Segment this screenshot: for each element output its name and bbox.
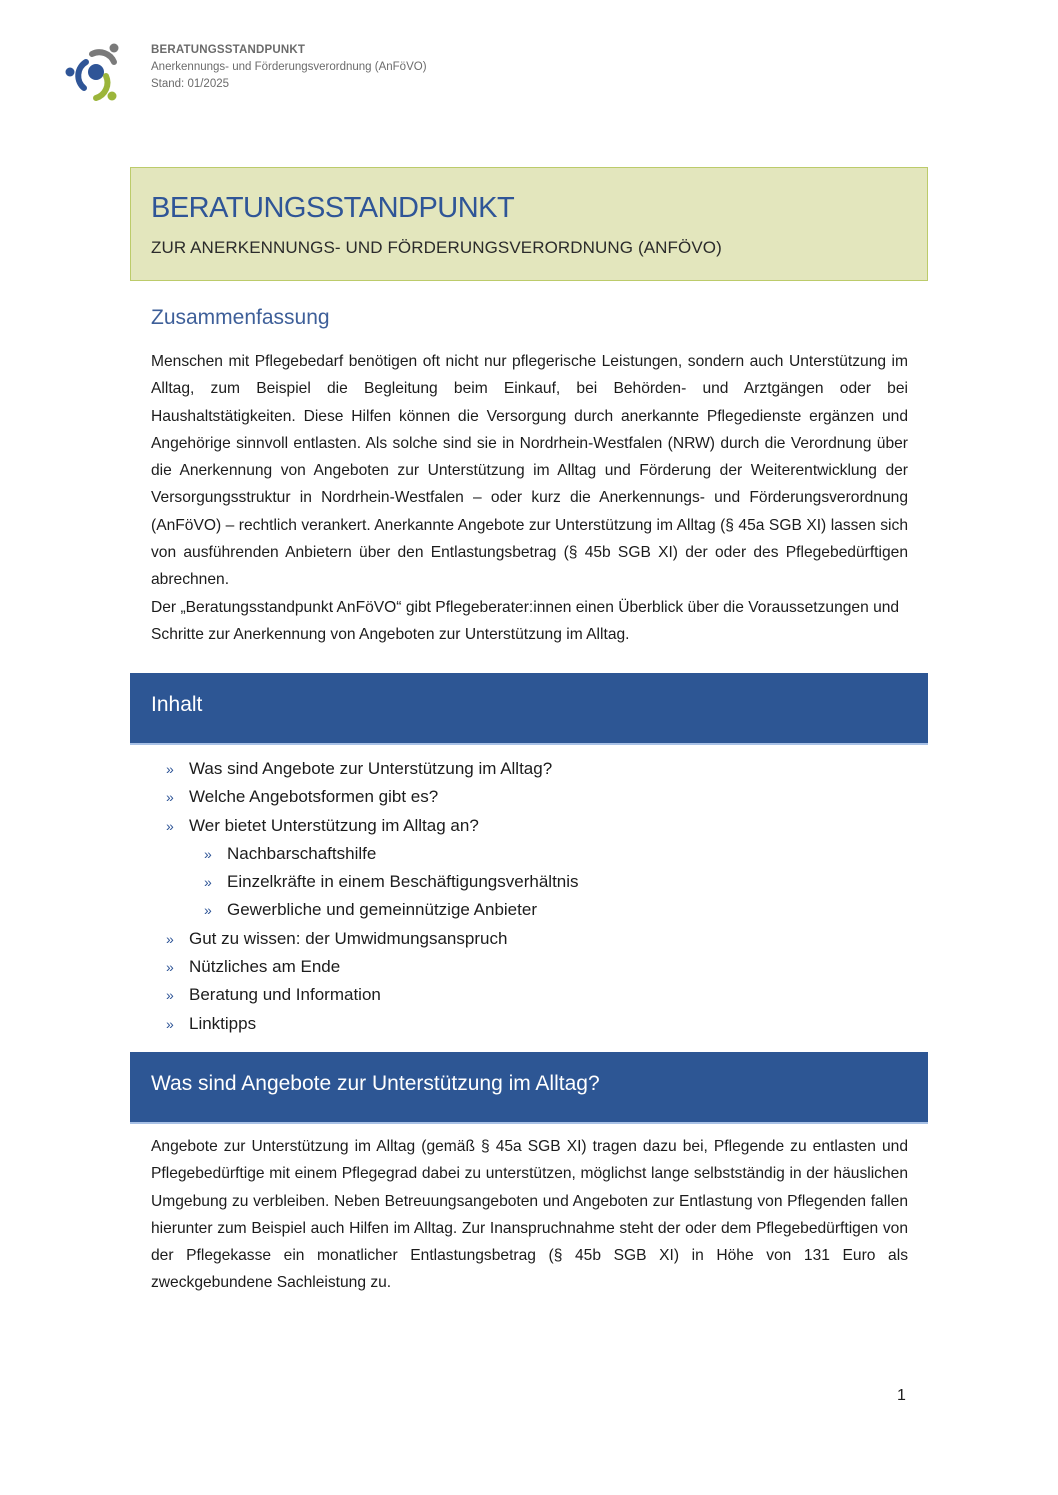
double-chevron-icon: »	[166, 789, 174, 806]
double-chevron-icon: »	[204, 845, 212, 862]
organization-logo-icon	[62, 40, 124, 102]
summary-paragraph-2: Der „Beratungsstandpunkt AnFöVO“ gibt Pflegeberater:innen einen Überblick über die Voraussetzungen und Schritte zur Anerkennung von Angeboten zur Unterstützung im Alltag.	[151, 598, 900, 643]
double-chevron-icon: »	[166, 1015, 174, 1032]
toc-item-label[interactable]: Nachbarschaftshilfe	[227, 843, 377, 863]
toc-subitem[interactable]	[166, 868, 866, 896]
header-stand-date: Stand: 01/2025	[151, 78, 230, 90]
double-chevron-icon: »	[166, 817, 174, 834]
header-title: BERATUNGSSTANDPUNKT	[151, 44, 306, 56]
toc-item-label[interactable]: Einzelkräfte in einem Beschäftigungsverhältnis	[227, 872, 579, 892]
section-heading: Was sind Angebote zur Unterstützung im Alltag?	[151, 1072, 600, 1095]
toc-item[interactable]	[166, 755, 866, 783]
toc-item-label[interactable]: Wer bietet Unterstützung im Alltag an?	[189, 815, 479, 835]
contents-heading: Inhalt	[151, 693, 203, 716]
toc-item-label[interactable]: Welche Angebotsformen gibt es?	[189, 787, 439, 807]
summary-text	[151, 348, 908, 648]
toc-item[interactable]	[166, 953, 866, 981]
toc-item-label[interactable]: Linktipps	[189, 1013, 257, 1033]
table-of-contents	[166, 755, 866, 1038]
double-chevron-icon: »	[166, 930, 174, 947]
title-box	[130, 167, 928, 281]
document-subtitle: ZUR ANERKENNUNGS- UND FÖRDERUNGSVERORDNUNG (ANFÖVO)	[151, 238, 722, 257]
double-chevron-icon: »	[204, 874, 212, 891]
double-chevron-icon: »	[166, 987, 174, 1004]
double-chevron-icon: »	[166, 959, 174, 976]
toc-item-label[interactable]: Beratung und Information	[189, 985, 381, 1005]
summary-heading: Zusammenfassung	[151, 306, 330, 329]
document-title: BERATUNGSSTANDPUNKT	[151, 192, 515, 224]
toc-item[interactable]	[166, 783, 866, 811]
toc-item[interactable]	[166, 925, 866, 953]
toc-item[interactable]	[166, 1010, 866, 1038]
toc-item-label[interactable]: Gut zu wissen: der Umwidmungsanspruch	[189, 928, 508, 948]
section-paragraph: Angebote zur Unterstützung im Alltag (gemäß § 45a SGB XI) tragen dazu bei, Pflegende zu entlasten und Pflegebedürftige mit einem Pflegegrad dabei zu unterstützen, möglichst lange selbstständig in der häuslichen Umgebung zu verbleiben. Neben Betreuungsangeboten und Angeboten zur Entlastung von Pflegenden fallen hierunter zum Beispiel auch Hilfen im Alltag. Zur Inanspruchnahme steht der oder dem Pflegebedürftigen von der Pflegekasse ein monatlicher Entlastungsbetrag (§ 45b SGB XI) in Höhe von 131 Euro als zweckgebundene Sachleistung zu.	[151, 1138, 908, 1292]
summary-paragraph-1: Menschen mit Pflegebedarf benötigen oft nicht nur pflegerische Leistungen, sondern auch Unterstützung im Alltag, zum Beispiel die Begleitung beim Einkauf, bei Behörden- und Arztgängen oder bei Haushaltstätigkeiten. Diese Hilfen können die Versorgung durch anerkannte Pflegedienste ergänzen und Angehörige sinnvoll entlasten. Als solche sind sie in Nordrhein-Westfalen (NRW) durch die Verordnung über die Anerkennung von Angeboten zur Unterstützung im Alltag und Förderung der Weiterentwicklung der Versorgungsstruktur in Nordrhein-Westfalen – oder kurz die Anerkennungs- und Förderungsverordnung (AnFöVO) – rechtlich verankert. Anerkannte Angebote zur Unterstützung im Alltag (§ 45a SGB XI) lassen sich von ausführenden Anbietern über den Entlastungsbetrag (§ 45b SGB XI) der oder des Pflegebedürftigen abrechnen.	[151, 353, 908, 589]
section-heading-band	[130, 1052, 928, 1124]
header-subtitle: Anerkennungs- und Förderungsverordnung (AnFöVO)	[151, 61, 427, 73]
document-header	[60, 38, 560, 108]
toc-item-label[interactable]: Nützliches am Ende	[189, 957, 341, 977]
toc-item[interactable]	[166, 812, 866, 840]
double-chevron-icon: »	[204, 902, 212, 919]
double-chevron-icon: »	[166, 761, 174, 777]
toc-item-label[interactable]: Was sind Angebote zur Unterstützung im Alltag?	[189, 759, 553, 778]
toc-subitem[interactable]	[166, 896, 866, 924]
toc-item-label[interactable]: Gewerbliche und gemeinnützige Anbieter	[227, 900, 537, 920]
page-number: 1	[897, 1387, 906, 1404]
toc-subitem[interactable]	[166, 840, 866, 868]
contents-heading-band	[130, 673, 928, 745]
toc-item[interactable]	[166, 981, 866, 1009]
